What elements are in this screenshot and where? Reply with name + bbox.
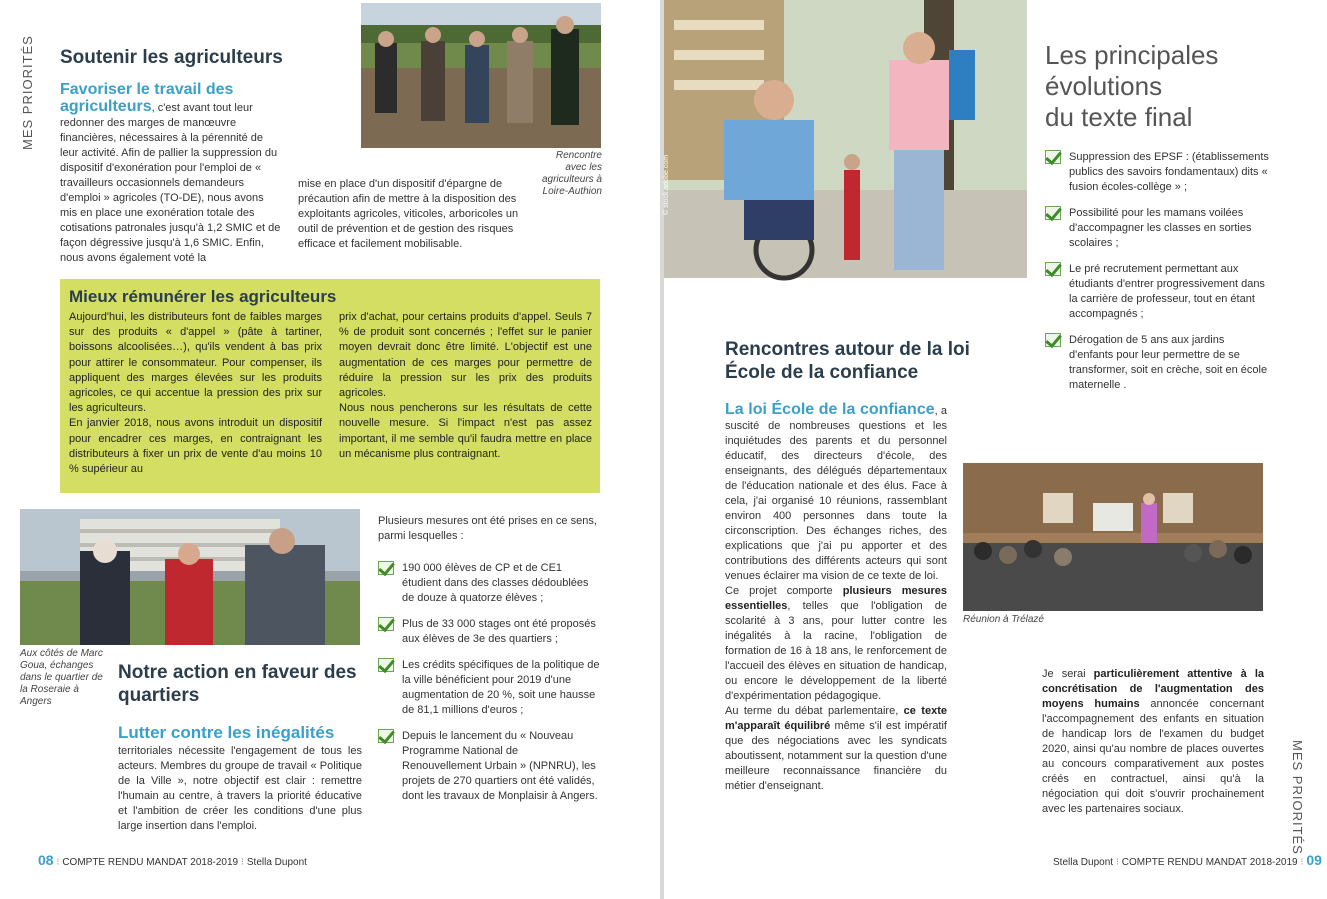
checkbox-icon (378, 729, 394, 743)
right-page (664, 0, 1327, 899)
ecole-p4-b: particulièrement attentive à la concrétisation de l'augmentation des moyens humains (1042, 668, 1265, 710)
quartiers-lead: Lutter contre les inégalités (118, 723, 335, 742)
list-item-text: Les crédits spécifiques de la politique de la ville bénéficient pour 2019 d'une augmentation de 20 %, soit une hausse de 81,1 millions d'euros ; (402, 659, 600, 716)
ecole-p2-b: plusieurs mesures essentielles (725, 585, 947, 612)
page-number: 09 (1306, 852, 1322, 868)
checkbox-icon (1045, 206, 1061, 220)
ecole-column (725, 402, 947, 794)
remunerer-column1 (69, 310, 322, 477)
left-page (0, 0, 660, 899)
checkbox-icon (378, 561, 394, 575)
remunerer-col2-a: prix d'achat, pour certains produits d'appel. Seuls 7 % de produit sont concernés ; l'effet sur le panier moyen devrait donc être limité. L'objectif est une augmentation de ces marges pour permettre de réduire la pression sur les prix des produits agricoles. (339, 311, 592, 400)
remunerer-column2 (339, 310, 592, 462)
quartiers-body: territoriales nécessite l'engagement de tous les acteurs. Membres du groupe de travail « Politique de la Ville », notre objectif est clair : remettre l'humain au centre, à travers la priorité éducative et l'ambition de créer les conditions d'une plus large insertion dans l'emploi. (118, 745, 362, 832)
checkbox-icon (1045, 333, 1061, 347)
photo-quartier (20, 509, 360, 645)
ecole-p4-c: annoncée concernant l'accompagnement des enfants en situation de handicap lors de l'examen du budget 2020, ainsi qu'au nombre de places ouvertes au concours comparativement aux postes créés en contractuel, ainsi qu'à la négociation qui doit s'ouvrir prochainement avec les partenaires sociaux. (1042, 698, 1264, 815)
ecole-p2-a: Ce projet comporte (725, 585, 843, 597)
list-item (378, 561, 600, 606)
ecole-p4-a: Je serai (1042, 668, 1094, 680)
photo-credit: © stock.adobe.com (663, 154, 670, 215)
ecole-p2 (725, 584, 947, 704)
footer-left: 08 ⁝ COMPTE RENDU MANDAT 2018-2019 ⁝ Stella Dupont (38, 852, 307, 868)
section-title-quartiers: Notre action en faveur des quartiers (118, 662, 357, 706)
list-item-text: 190 000 élèves de CP et de CE1 étudient dans des classes dédoublées de douze à quatorze élèves ; (402, 562, 589, 604)
list-item-text: Plus de 33 000 stages ont été proposés aux élèves de 3e des quartiers ; (402, 618, 596, 645)
evolutions-title-line2: évolutions (1045, 71, 1163, 101)
section1-col1-text: , c'est avant tout leur redonner des marges de manœuvre financières, nécessaires à la pérennité de leur activité. Afin de pallier la suppression du dispositif d'exonération pour l'emploi de « travailleurs occasionnels demandeurs d'emploi » agricoles (TO-DE), nous avons mis en place une exonération totale des cotisations patronales jusqu'à 1,2 SMIC et de façon dégressive jusqu'à 1,6 SMIC. Enfin, nous avons également voté la (60, 102, 281, 264)
ecole-p3-c: même s'il est impératif que des négociations avec les syndicats aboutissent, notamment sur la question d'une meilleure reconnaissance financière du métier d'enseignant. (725, 720, 947, 792)
mesures-intro: Plusieurs mesures ont été prises en ce sens, parmi lesquelles : (378, 515, 597, 542)
side-label-priorities: MES PRIORITÉS (20, 35, 35, 150)
photo-caption-quartier: Aux côtés de Marc Goua, échanges dans le quartier de la Roseraie à Angers (20, 648, 103, 707)
remunerer-col1-b: En janvier 2018, nous avons introduit un dispositif pour encadrer ces marges, en contraignant les distributeurs à fixer un prix de vente d'au moins 10 % supérieur au (69, 417, 322, 476)
photo-farmers (361, 3, 601, 148)
list-item-text: Possibilité pour les mamans voilées d'accompagner les classes en sorties scolaires ; (1069, 207, 1252, 249)
ecole-p3-a: Au terme du débat parlementaire, (725, 705, 904, 717)
list-item (1045, 150, 1271, 195)
remunerer-col1-a: Aujourd'hui, les distributeurs font de faibles marges sur des produits « d'appel » (pâte à tartiner, boissons alcoolisées…), qu'ils vendent à bas prix pour attirer le consommateur. Pour compenser, ils appliquent des marges élevées sur les produits agricoles, ce qui accentue la pression des prix sur les agriculteurs. (69, 311, 322, 415)
list-item-text: Depuis le lancement du « Nouveau Programme National de Renouvellement Urbain » (NPNRU), les projets de 270 quartiers ont été validés, dont les travaux de Monplaisir à Angers. (402, 730, 598, 802)
side-label-priorities-right: MES PRIORITÉS (1290, 740, 1305, 855)
mesures-list (378, 561, 600, 815)
list-item (378, 617, 600, 647)
photo-caption-meeting: Réunion à Trélazé (963, 614, 1044, 625)
highlight-box-remunerer (60, 279, 600, 493)
ecole-p1-text: , a suscité de nombreuses questions et les inquiétudes des parents et du personnel éducatif, des directeurs d'école, des enseignants, des délégués départementaux de l'éducation nationale et des élus. Face à cela, j'ai organisé 10 réunions, rassemblant environ 400 personnes dans toute la circonscription. Des échanges riches, des explications que j'ai pu apporter et des contributions des différents acteurs qui sont venues éclairer ma vision de ce texte de loi. (725, 405, 948, 582)
checkbox-icon (1045, 150, 1061, 164)
section-title-ecole (725, 338, 1025, 384)
footer-author: Stella Dupont (1053, 857, 1114, 868)
page-number: 08 (38, 852, 54, 868)
footer-label: COMPTE RENDU MANDAT 2018-2019 (62, 857, 239, 868)
ecole-conclusion (1042, 667, 1264, 817)
evolutions-list (1045, 150, 1271, 404)
section-title-remunerer: Mieux rémunérer les agriculteurs (69, 287, 337, 306)
list-item-text: Suppression des EPSF : (établissements publics des savoirs fondamentaux) dits « fusion écoles-collège » ; (1069, 151, 1269, 193)
footer-right: Stella Dupont ⁝ COMPTE RENDU MANDAT 2018-2019 ⁝ 09 (1053, 852, 1322, 868)
list-item-text: Le pré recrutement permettant aux étudiants d'entrer progressivement dans la carrière de professeur, tout en étant accompagnés ; (1069, 263, 1265, 320)
checkbox-icon (1045, 262, 1061, 276)
footer-label: COMPTE RENDU MANDAT 2018-2019 (1121, 857, 1298, 868)
checkbox-icon (378, 617, 394, 631)
list-item (1045, 206, 1271, 251)
section1-column2: mise en place d'un dispositif d'épargne de précaution afin de mettre à la disposition des exploitants agricoles, viticoles, arboricoles un outil de prévention et de gestion des risques efficace et facilement mobilisable. (298, 178, 519, 250)
ecole-lead: La loi École de la confiance (725, 401, 935, 418)
ecole-p3 (725, 704, 947, 794)
evolutions-title-line1: Les principales (1045, 40, 1219, 70)
section-title-ecole-line1: Rencontres autour de la loi (725, 339, 970, 360)
section-title-soutenir: Soutenir les agriculteurs (60, 47, 283, 68)
list-item (378, 658, 600, 718)
section1-column1 (60, 82, 282, 266)
list-item (378, 729, 600, 804)
photo-students (664, 0, 1027, 278)
section-title-ecole-line2: École de la confiance (725, 362, 919, 383)
photo-caption-farmers: Rencontre avec les agriculteurs à Loire-Authion (541, 150, 602, 197)
remunerer-col2-b: Nous nous pencherons sur les résultats de cette nouvelle mesure. Si l'impact n'est pas assez important, il me semble qu'il faudra mettre en place un mécanisme plus contraignant. (339, 402, 592, 460)
footer-author: Stella Dupont (246, 857, 307, 868)
section1-lead: Favoriser le travail des agriculteurs (60, 81, 234, 115)
evolutions-title-line3: du texte final (1045, 102, 1193, 132)
evolutions-title (1045, 40, 1305, 133)
list-item (1045, 262, 1271, 322)
list-item-text: Dérogation de 5 ans aux jardins d'enfants pour leur permettre de se transformer, soit en crèche, soit en école maternelle . (1069, 334, 1268, 391)
ecole-p1 (725, 402, 947, 584)
ecole-p2-c: , telles que l'obligation de scolarité à 3 ans, pour lutter contre les inégalités à la racine, l'obligation de formation de 16 à 18 ans, le renforcement de l'accueil des élèves en situation de handicap, ou encore le développement de la liberté d'expérimentation pédagogique. (725, 600, 947, 702)
list-item (1045, 333, 1271, 393)
checkbox-icon (378, 658, 394, 672)
ecole-p3-b: ce texte m'apparaît équilibré (725, 705, 947, 732)
photo-meeting (963, 463, 1263, 611)
